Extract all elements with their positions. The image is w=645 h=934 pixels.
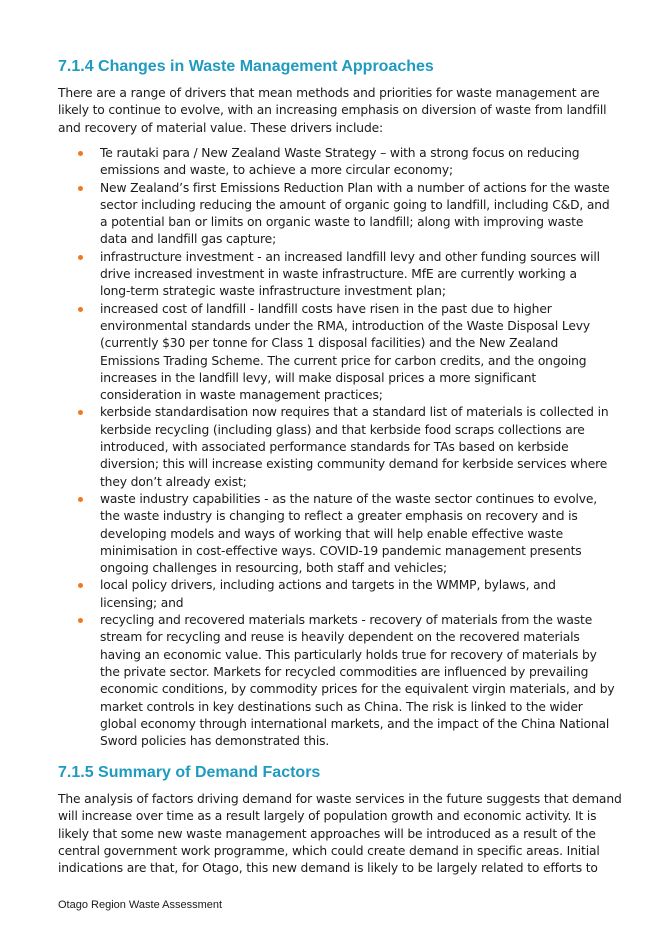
list-item-line: kerbside recycling (including glass) and that kerbside food scraps collections are: [100, 422, 585, 437]
section-heading-demand-factors: 7.1.5 Summary of Demand Factors: [58, 764, 321, 781]
list-item-line: kerbside standardisation now requires that a standard list of materials is collected in: [100, 405, 609, 420]
list-item: [78, 491, 615, 577]
bullet-icon: [78, 151, 83, 156]
list-item: [78, 180, 615, 249]
list-item-line: local policy drivers, including actions and targets in the WMMP, bylaws, and: [100, 578, 556, 593]
bullet-icon: [78, 307, 83, 312]
list-item-line: licensing; and: [100, 595, 184, 610]
list-item-line: they don’t already exist;: [100, 474, 247, 489]
list-item-line: data and landfill gas capture;: [100, 232, 277, 247]
summary-line: likely that some new waste management approaches will be introduced as a result of the: [58, 826, 596, 841]
bullet-icon: [78, 410, 83, 415]
list-item-line: having an economic value. This particularly holds true for recovery of materials by: [100, 647, 597, 662]
bullet-icon: [78, 497, 83, 502]
list-item-line: diversion; this will increase existing community demand for kerbside services where: [100, 457, 608, 472]
list-item-line: long-term strategic waste infrastructure investment plan;: [100, 284, 446, 299]
intro-line: likely to continue to evolve, with an increasing emphasis on diversion of waste from landfill: [58, 103, 607, 118]
summary-paragraph: [58, 791, 622, 877]
list-item-line: the waste industry is changing to reflect a greater emphasis on recovery and is: [100, 509, 578, 524]
list-item: [78, 577, 615, 612]
bullet-icon: [78, 583, 83, 588]
list-item-line: Te rautaki para / New Zealand Waste Strategy – with a strong focus on reducing: [100, 146, 580, 160]
list-item-line: introduced, with associated performance standards for TAs based on kerbside: [100, 440, 569, 455]
list-item-line: ongoing challenges in resourcing, both staff and vehicles;: [100, 561, 447, 576]
list-item: [78, 249, 615, 301]
intro-line: and recovery of material value. These drivers include:: [58, 120, 384, 135]
list-item-line: global economy through international markets, and the impact of the China National: [100, 716, 610, 731]
intro-line: There are a range of drivers that mean methods and priorities for waste management are: [58, 86, 600, 100]
list-item-line: stream for recycling and reuse is heavily dependent on the recovered materials: [100, 630, 580, 645]
list-item-line: emissions and waste, to achieve a more circular economy;: [100, 163, 453, 178]
list-item-line: a potential ban or limits on organic waste to landfill; along with improving waste: [100, 215, 584, 230]
list-item-line: (currently $30 per tonne for Class 1 disposal facilities) and the New Zealand: [100, 336, 559, 351]
summary-line: indications are that, for Otago, this new demand is likely to be largely related to efforts to: [58, 861, 598, 876]
list-item: [78, 301, 615, 405]
list-item-line: waste industry capabilities - as the nature of the waste sector continues to evolve,: [100, 491, 598, 506]
list-item: [78, 612, 615, 750]
list-item-line: sector including reducing the amount of organic going to landfill, including C&D, and: [100, 197, 610, 212]
list-item-line: market controls in key destinations such as China. The risk is linked to the wider: [100, 699, 583, 714]
list-item-line: Emissions Trading Scheme. The current price for carbon credits, and the ongoing: [100, 353, 587, 368]
list-item-line: economic conditions, by commodity prices for the equivalent virgin materials, and by: [100, 682, 615, 697]
list-item: [78, 145, 615, 180]
bullet-icon: [78, 186, 83, 191]
drivers-list: [78, 145, 615, 750]
bullet-icon: [78, 255, 83, 260]
list-item-line: drive increased investment in waste infrastructure. MfE are currently working a: [100, 267, 577, 282]
list-item-line: increased cost of landfill - landfill costs have risen in the past due to higher: [100, 301, 552, 316]
list-item-line: increases in the landfill levy, will make disposal prices a more significant: [100, 370, 537, 385]
summary-line: The analysis of factors driving demand for waste services in the future suggests that demand: [58, 792, 622, 806]
list-item-line: the private sector. Markets for recycled commodities are influenced by prevailing: [100, 664, 589, 679]
list-item-line: consideration in waste management practices;: [100, 388, 383, 403]
list-item-line: minimisation in cost-effective ways. COVID-19 pandemic management presents: [100, 543, 582, 558]
list-item-line: infrastructure investment - an increased landfill levy and other funding sources will: [100, 249, 600, 264]
list-item: [78, 404, 615, 490]
list-item-line: Sword policies has demonstrated this.: [100, 734, 330, 749]
intro-paragraph: [58, 85, 606, 137]
section-heading-changes: 7.1.4 Changes in Waste Management Approaches: [58, 58, 434, 75]
page-footer: Otago Region Waste Assessment: [58, 899, 223, 911]
list-item-line: New Zealand’s first Emissions Reduction Plan with a number of actions for the waste: [100, 180, 610, 195]
bullet-icon: [78, 618, 83, 623]
list-item-line: recycling and recovered materials markets - recovery of materials from the waste: [100, 613, 593, 628]
list-item-line: environmental standards under the RMA, introduction of the Waste Disposal Levy: [100, 318, 590, 333]
summary-line: central government work programme, which could create demand in specific areas. Initial: [58, 843, 600, 858]
summary-line: will increase over time as a result largely of population growth and economic activity. It is: [58, 809, 597, 824]
list-item-line: developing models and ways of working that will help enable effective waste: [100, 526, 564, 541]
